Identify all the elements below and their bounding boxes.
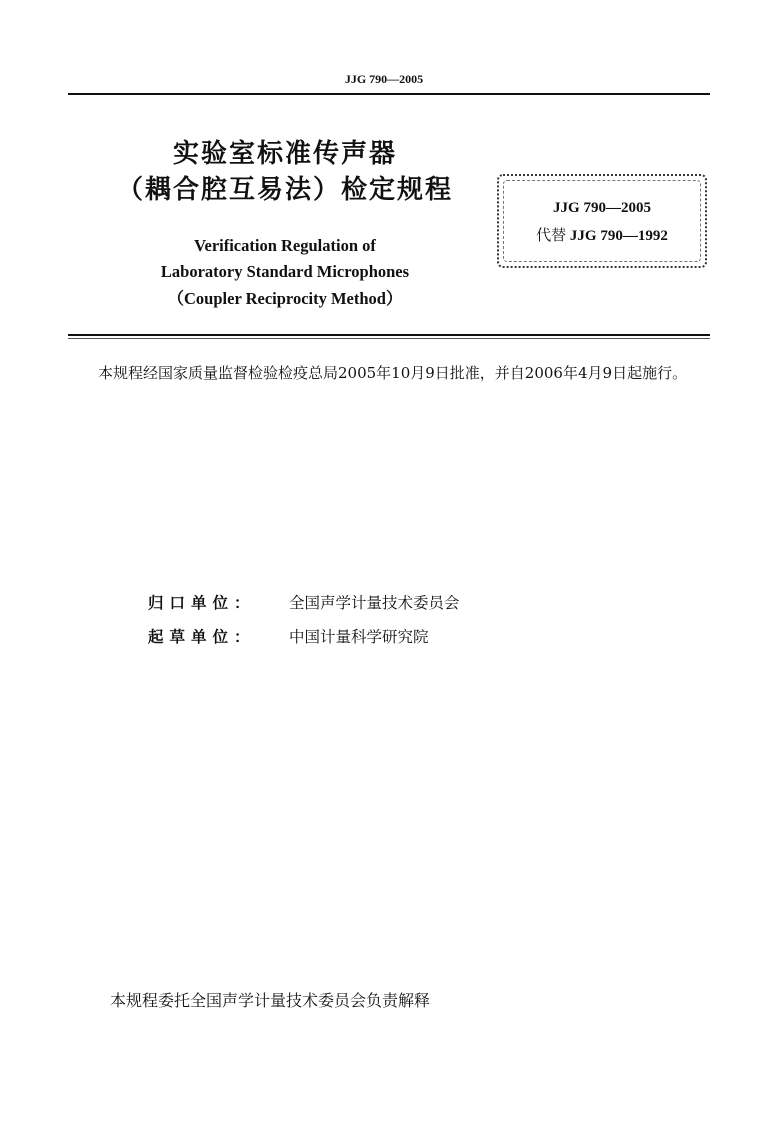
standard-code: JJG 790—2005 bbox=[553, 200, 651, 216]
english-title-line-3: （Coupler Reciprocity Method） bbox=[167, 289, 403, 308]
drafting-unit-row bbox=[148, 625, 428, 647]
responsible-unit-value: 全国声学计量技术委员会 bbox=[288, 594, 460, 612]
responsible-unit-label: 归口单位： bbox=[148, 594, 256, 612]
title-divider-thin bbox=[68, 338, 710, 339]
chinese-title-line-2: （耦合腔互易法）检定规程 bbox=[116, 175, 453, 205]
english-title-line-2: Laboratory Standard Microphones bbox=[160, 262, 410, 281]
drafting-unit-value: 中国计量科学研究院 bbox=[288, 628, 429, 646]
code-box-inner-border bbox=[503, 180, 701, 262]
header-divider bbox=[68, 93, 710, 95]
english-title-line-1: Verification Regulation of bbox=[194, 236, 376, 255]
responsible-unit-row bbox=[148, 591, 459, 613]
replaces-prefix: 代替 bbox=[536, 226, 567, 244]
chinese-title-line-1: 实验室标准传声器 bbox=[172, 139, 397, 169]
replaces-code: JJG 790—1992 bbox=[569, 228, 668, 244]
interpretation-note: 本规程委托全国声学计量技术委员会负责解释 bbox=[110, 991, 431, 1010]
approval-statement: 本规程经国家质量监督检验检疫总局2005年10月9日批准，并自2006年4月9日起施行。 bbox=[98, 364, 688, 382]
replaces-code-line bbox=[499, 224, 705, 245]
drafting-unit-label: 起草单位： bbox=[148, 628, 256, 646]
header-standard-code: JJG 790—2005 bbox=[344, 72, 424, 86]
title-divider bbox=[68, 334, 710, 336]
standard-code-box bbox=[497, 174, 707, 268]
